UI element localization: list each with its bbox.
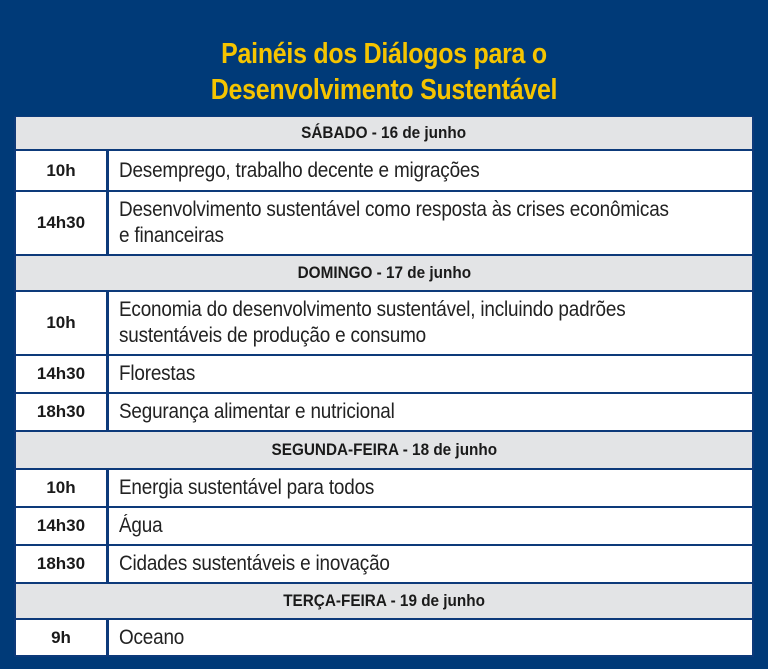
- session-topic: Florestas: [119, 362, 196, 385]
- session-topic: Segurança alimentar e nutricional: [119, 400, 395, 423]
- session-topic: Energia sustentável para todos: [119, 476, 375, 499]
- table-row: [14, 150, 754, 191]
- day-header-segunda: SEGUNDA-FEIRA - 18 de junho: [14, 431, 754, 469]
- table-row: [14, 291, 754, 355]
- session-topic: Economia do desenvolvimento sustentável, incluindo padrões sustentáveis de produção e consumo: [119, 298, 626, 347]
- session-time: 10h: [16, 470, 109, 506]
- session-time: 14h30: [16, 192, 109, 254]
- session-time: 14h30: [16, 508, 109, 544]
- day-header-terca: TERÇA-FEIRA - 19 de junho: [14, 583, 754, 619]
- session-time: 9h: [16, 620, 109, 655]
- day-header-sabado: SÁBADO - 16 de junho: [14, 116, 754, 150]
- session-topic: Desenvolvimento sustentável como resposta às crises econômicas e financeiras: [119, 198, 669, 247]
- session-time: 18h30: [16, 546, 109, 582]
- session-topic: Desemprego, trabalho decente e migrações: [119, 158, 480, 182]
- session-topic: Oceano: [119, 625, 185, 649]
- table-row: [14, 545, 754, 583]
- session-time: 10h: [16, 292, 109, 354]
- title-line-2: Desenvolvimento Sustentável: [210, 74, 558, 106]
- table-row: [14, 619, 754, 657]
- schedule-table: [14, 116, 754, 657]
- session-time: 10h: [16, 151, 109, 190]
- title-line-1: Painéis dos Diálogos para o: [221, 38, 547, 70]
- table-row: [14, 507, 754, 545]
- page-title: [54, 36, 714, 108]
- session-time: 18h30: [16, 394, 109, 430]
- table-row: [14, 355, 754, 393]
- table-row: [14, 393, 754, 431]
- session-topic: Cidades sustentáveis e inovação: [119, 552, 390, 575]
- session-time: 14h30: [16, 356, 109, 392]
- session-topic: Água: [119, 514, 163, 537]
- day-header-domingo: DOMINGO - 17 de junho: [14, 255, 754, 291]
- table-row: [14, 469, 754, 507]
- table-row: [14, 191, 754, 255]
